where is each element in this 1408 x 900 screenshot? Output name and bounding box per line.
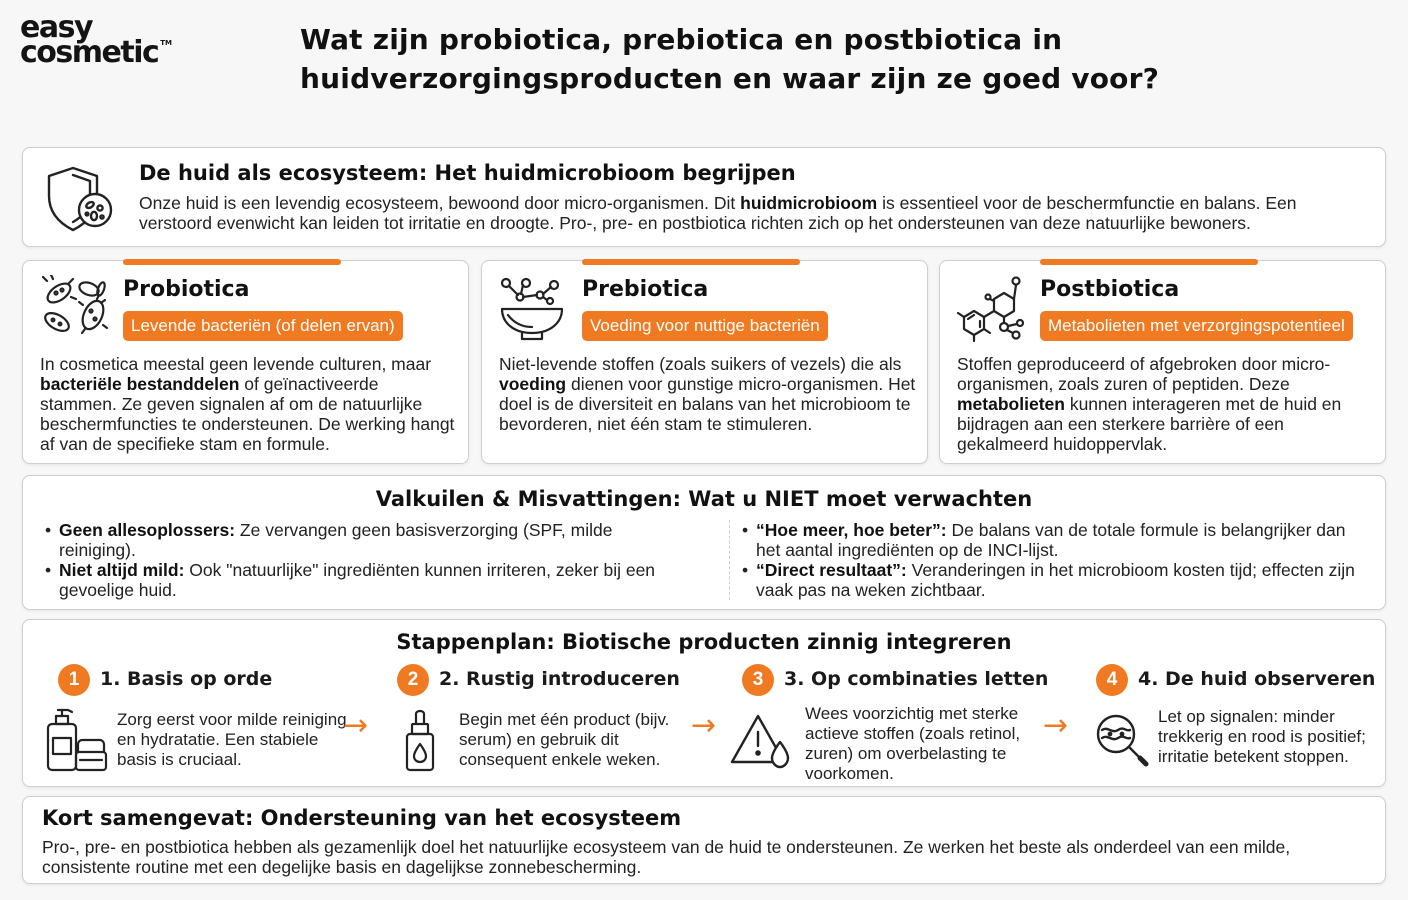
bowl-molecule-icon	[498, 275, 566, 343]
summary-card	[22, 796, 1386, 884]
steps-card	[22, 619, 1386, 787]
pitfalls-heading: Valkuilen & Misvattingen: Wat u NIET moet verwachten	[375, 487, 1033, 511]
step-title: 1. Basis op orde	[100, 668, 273, 690]
step-title: 3. Op combinaties letten	[784, 668, 1049, 690]
pitfall-item: • Geen allesoplossers: Ze vervangen geen basisverzorging (SPF, milde reiniging).	[45, 520, 685, 560]
pitfall-item: • “Hoe meer, hoe beter”: De balans van de totale formule is belangrijker dan het aantal ingrediënten op de INCI-lijst.	[742, 520, 1369, 560]
arrow-icon: →	[343, 708, 369, 743]
step-text: Zorg eerst voor milde reiniging en hydratatie. Een stabiele basis is cruciaal.	[117, 710, 347, 769]
ecosystem-card	[22, 147, 1386, 247]
step-text: Let op signalen: minder trekkerig en rood is positief; irritatie betekent stoppen.	[1158, 707, 1366, 766]
arrow-icon: →	[1043, 708, 1069, 743]
step-number: 2	[397, 664, 429, 696]
bacteria-icon	[39, 275, 115, 341]
postbiotica-tag: Metabolieten met verzorgingspotentieel	[1040, 311, 1353, 341]
shield-microbe-icon	[43, 164, 119, 234]
summary-heading: Kort samengevat: Ondersteuning van het ecosysteem	[42, 806, 682, 830]
molecule-icon	[956, 275, 1026, 343]
brand-logo-line1: easy	[20, 10, 93, 45]
steps-heading: Stappenplan: Biotische producten zinnig integreren	[396, 630, 1012, 654]
page-title: Wat zijn probiotica, prebiotica en postbiotica in huidverzorgingsproducten en waar zijn ze goed voor?	[300, 23, 1160, 95]
probiotica-card	[22, 260, 469, 464]
pitfalls-column-left	[45, 520, 685, 600]
cleanser-jar-icon	[46, 708, 108, 772]
dropper-bottle-icon	[403, 708, 437, 772]
accent-bar	[582, 259, 800, 265]
pitfall-item: • Niet altijd mild: Ook "natuurlijke" ingrediënten kunnen irriteren, zeker bij een gevoelige huid.	[45, 560, 685, 600]
step-number: 1	[58, 664, 90, 696]
brand-logo	[20, 10, 173, 70]
step-text: Wees voorzichtig met sterke actieve stoffen (zoals retinol, zuren) om overbelasting te voorkomen.	[805, 704, 1021, 783]
accent-bar	[123, 259, 341, 265]
trademark-mark: TM	[160, 38, 173, 47]
prebiotica-card	[481, 260, 928, 464]
postbiotica-card	[939, 260, 1386, 464]
pitfalls-card	[22, 475, 1386, 610]
ecosystem-heading: De huid als ecosysteem: Het huidmicrobioom begrijpen	[139, 161, 796, 185]
postbiotica-heading: Postbiotica	[1040, 277, 1180, 302]
probiotica-tag: Levende bacteriën (of delen ervan)	[123, 311, 403, 341]
step-title: 2. Rustig introduceren	[439, 668, 680, 690]
brand-logo-line2: cosmetic ™	[20, 34, 173, 70]
ecosystem-text: Onze huid is een levendig ecosysteem, bewoond door micro-organismen. Dit huidmicrobioom is essentieel voor de beschermfunctie en balans. Een verstoord evenwicht kan leiden tot irritatie en droogte. Pro-, pre- en postbiotica richten zich op het ondersteunen van deze natuurlijke bewoners.	[139, 193, 1297, 233]
pitfalls-column-right	[729, 520, 1369, 600]
arrow-icon: →	[691, 708, 717, 743]
prebiotica-text: Niet-levende stoffen (zoals suikers of vezels) die als voeding dienen voor gunstige micro-organismen. Het doel is de diversiteit en balans van het microbioom te bevorderen, niet één stam te stimuleren.	[499, 354, 916, 434]
accent-bar	[1040, 259, 1258, 265]
probiotica-heading: Probiotica	[123, 277, 250, 302]
probiotica-text: In cosmetica meestal geen levende culturen, maar bacteriële bestanddelen of geïnactiveerde stammen. Ze geven signalen af om de natuurlijke beschermfuncties te ondersteunen. De werking hangt af van de specifieke stam en formule.	[40, 354, 455, 454]
warning-drop-icon	[730, 712, 796, 772]
step-title: 4. De huid observeren	[1138, 668, 1376, 690]
summary-text: Pro-, pre- en postbiotica hebben als gezamenlijk doel het natuurlijke ecosysteem van de huid te ondersteunen. Ze werken het beste als onderdeel van een milde, consistente routine met een degelijke basis en dagelijkse zonnebescherming.	[42, 837, 1291, 877]
magnifier-skin-icon	[1094, 712, 1150, 768]
prebiotica-tag: Voeding voor nuttige bacteriën	[582, 311, 828, 341]
pitfall-item: • “Direct resultaat”: Veranderingen in het microbioom kosten tijd; effecten zijn vaak pas na weken zichtbaar.	[742, 560, 1369, 600]
step-text: Begin met één product (bijv. serum) en gebruik dit consequent enkele weken.	[459, 710, 670, 769]
prebiotica-heading: Prebiotica	[582, 277, 709, 302]
step-number: 3	[742, 664, 774, 696]
postbiotica-text: Stoffen geproduceerd of afgebroken door micro-organismen, zoals zuren of peptiden. Deze metabolieten kunnen interageren met de huid en bijdragen aan een sterkere barrière of een gekalmeerd huidoppervlak.	[957, 354, 1342, 454]
step-number: 4	[1096, 664, 1128, 696]
